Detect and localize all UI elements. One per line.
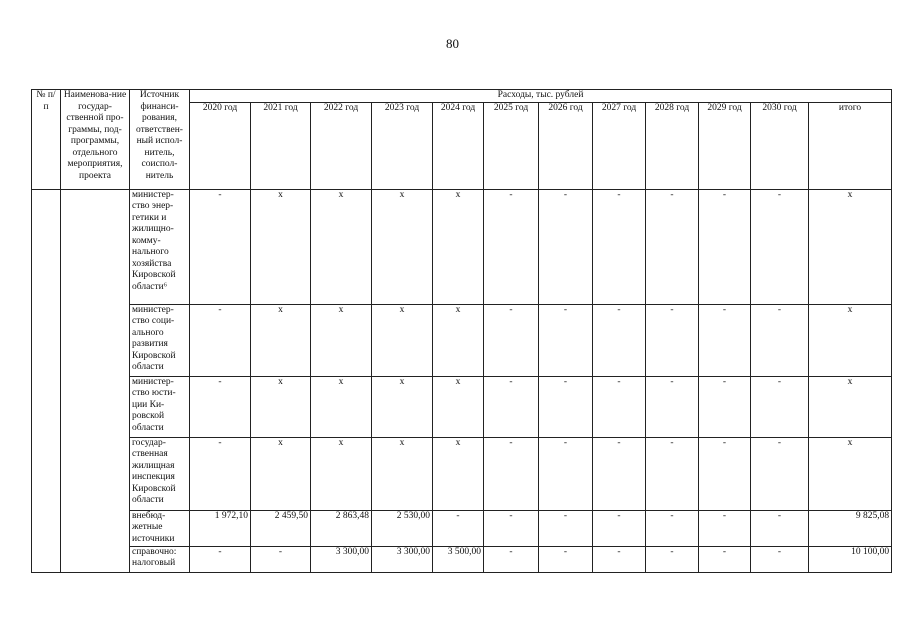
cell-value: 2 863,48 [311,510,372,546]
cell-num-empty [32,189,61,572]
cell-value: - [484,189,539,304]
cell-value: - [646,304,699,376]
header-year: 2023 год [372,102,433,189]
cell-value: 3 500,00 [433,546,484,572]
cell-value: x [311,376,372,437]
cell-value: - [539,437,593,510]
cell-value: x [251,437,311,510]
table-row [32,510,892,546]
cell-value: 2 459,50 [251,510,311,546]
header-year: 2030 год [751,102,809,189]
cell-value: x [372,304,433,376]
row-source: государ-ственная жилищная инспекция Кировской области [130,437,190,510]
cell-total: x [809,437,892,510]
cell-value: - [484,437,539,510]
cell-value: - [251,546,311,572]
cell-value: - [484,304,539,376]
cell-value: - [751,304,809,376]
cell-value: 1 972,10 [190,510,251,546]
cell-value: - [539,510,593,546]
header-total: итого [809,102,892,189]
header-year: 2025 год [484,102,539,189]
cell-value: - [593,189,646,304]
cell-value: - [484,546,539,572]
row-source: внебюд-жетные источники [130,510,190,546]
cell-total: x [809,189,892,304]
cell-value: x [372,189,433,304]
cell-value: - [751,546,809,572]
cell-value: x [311,304,372,376]
row-source: министер-ство юсти-ции Ки-ровской области [130,376,190,437]
row-source: министер-ство энер-гетики и жилищно-комму-нального хозяйства Кировской области⁶ [130,189,190,304]
cell-value: - [593,510,646,546]
cell-value: - [593,546,646,572]
cell-value: - [646,376,699,437]
header-year: 2024 год [433,102,484,189]
cell-value: - [539,304,593,376]
cell-value: x [433,437,484,510]
cell-value: - [751,510,809,546]
cell-value: - [539,189,593,304]
table-row [32,376,892,437]
header-year: 2020 год [190,102,251,189]
cell-value: - [751,376,809,437]
header-year: 2029 год [699,102,751,189]
header-source: Источник финанси-рования, ответствен-ный испол-нитель, соиспол-нитель [130,90,190,190]
cell-value: - [593,376,646,437]
cell-value: - [539,546,593,572]
cell-value: - [190,546,251,572]
cell-total: x [809,304,892,376]
cell-value: - [190,304,251,376]
table-row [32,189,892,304]
cell-value: 2 530,00 [372,510,433,546]
table-row [32,437,892,510]
cell-value: - [699,437,751,510]
table-row [32,546,892,572]
cell-total: 9 825,08 [809,510,892,546]
header-year: 2021 год [251,102,311,189]
cell-name-empty [61,189,130,572]
cell-value: - [699,189,751,304]
cell-value: - [190,437,251,510]
row-source: справочно: налоговый [130,546,190,572]
cell-value: x [251,189,311,304]
cell-value: - [646,546,699,572]
cell-value: x [433,304,484,376]
cell-value: x [433,189,484,304]
cell-value: x [251,376,311,437]
cell-value: 3 300,00 [372,546,433,572]
cell-value: - [484,376,539,437]
header-expenses: Расходы, тыс. рублей [190,90,892,103]
header-num: № п/п [32,90,61,190]
cell-value: x [251,304,311,376]
cell-value: x [311,437,372,510]
cell-value: x [311,189,372,304]
cell-value: - [433,510,484,546]
cell-value: - [646,189,699,304]
cell-value: - [751,437,809,510]
cell-value: x [372,437,433,510]
header-name: Наименова-ние государ-ственной про-граммы, под-программы, отдельного мероприятия, проекта [61,90,130,190]
cell-value: - [593,304,646,376]
cell-value: - [699,546,751,572]
cell-value: - [751,189,809,304]
cell-value: 3 300,00 [311,546,372,572]
cell-value: - [646,510,699,546]
cell-total: 10 100,00 [809,546,892,572]
cell-value: - [484,510,539,546]
cell-value: - [699,376,751,437]
header-year: 2026 год [539,102,593,189]
cell-value: - [539,376,593,437]
table-row [32,304,892,376]
cell-value: x [433,376,484,437]
cell-value: - [699,510,751,546]
cell-value: - [699,304,751,376]
cell-value: - [190,189,251,304]
header-year: 2027 год [593,102,646,189]
budget-table [31,89,892,573]
header-year: 2028 год [646,102,699,189]
row-source: министер-ство соци-ального развития Кировской области [130,304,190,376]
cell-value: x [372,376,433,437]
cell-value: - [646,437,699,510]
cell-value: - [190,376,251,437]
cell-total: x [809,376,892,437]
page-number: 80 [446,36,459,51]
cell-value: - [593,437,646,510]
header-year: 2022 год [311,102,372,189]
